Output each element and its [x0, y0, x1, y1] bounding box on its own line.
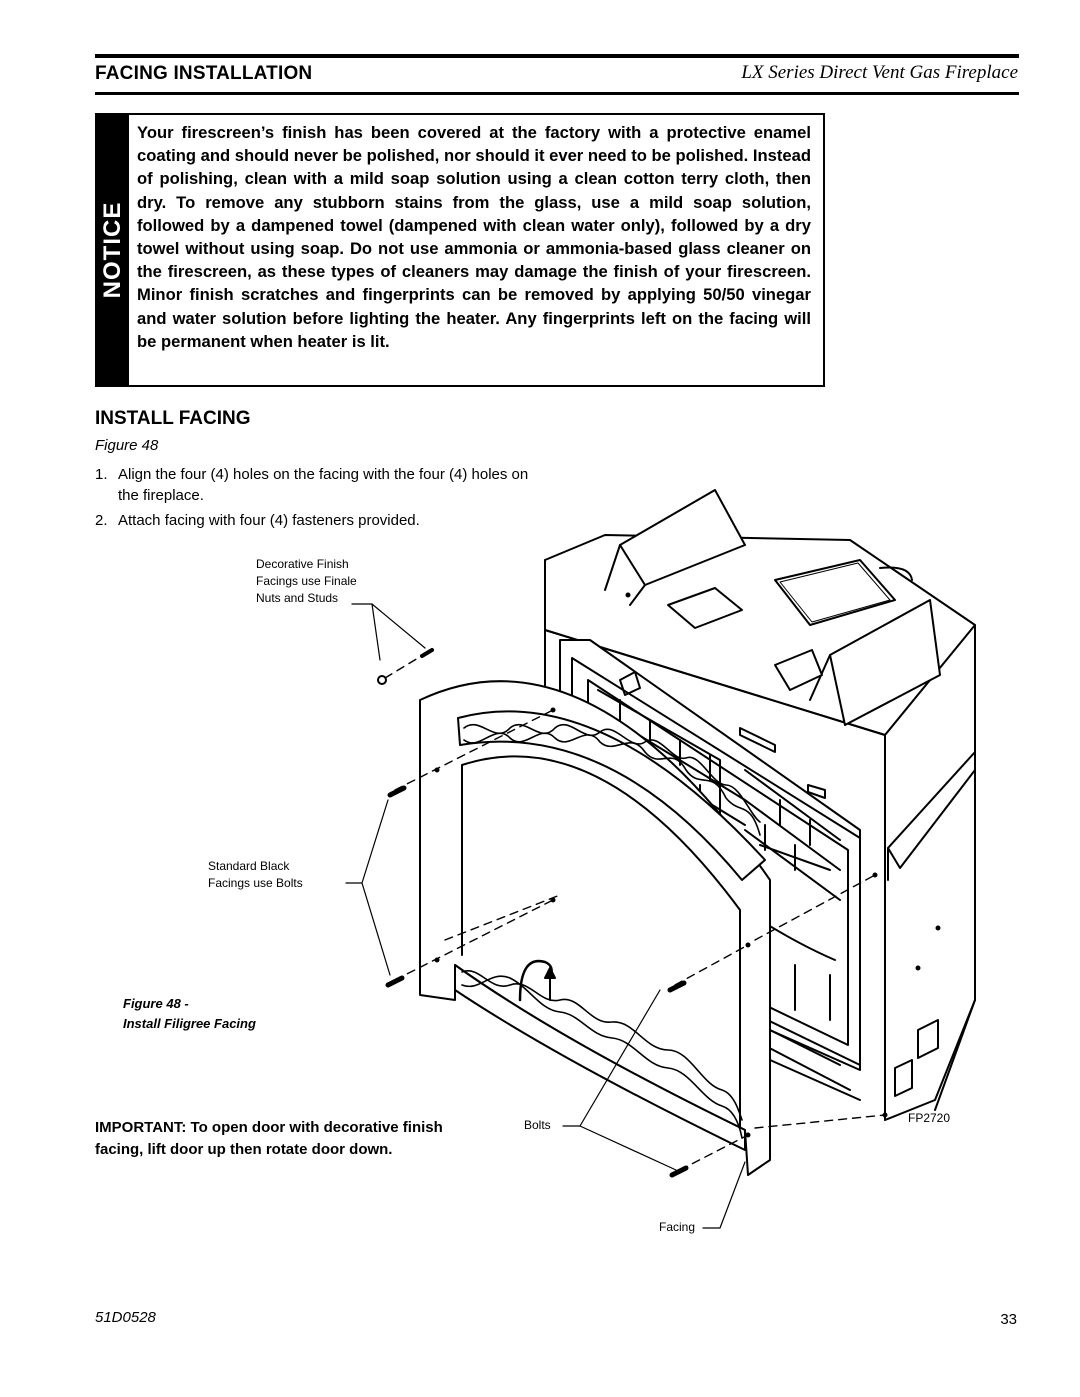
figure-caption-line: Install Filigree Facing	[123, 1016, 256, 1031]
callout-facing: Facing	[659, 1220, 696, 1234]
notice-label: NOTICE	[99, 201, 126, 299]
step-number: 1.	[95, 466, 108, 483]
callout-standard	[208, 858, 303, 892]
figure-caption-line: Figure 48 -	[123, 996, 189, 1011]
step-text: Attach facing with four (4) fasteners provided.	[118, 512, 420, 529]
callout-bolts: Bolts	[524, 1118, 551, 1132]
step-number: 2.	[95, 512, 108, 529]
callout-line: Facings use Bolts	[208, 876, 303, 890]
step-text: Align the four (4) holes on the facing with the four (4) holes on the fireplace.	[118, 466, 529, 504]
figure-caption	[123, 994, 256, 1034]
important-note: IMPORTANT: To open door with decorative finish facing, lift door up then rotate door down.	[95, 1119, 443, 1158]
product-title: LX Series Direct Vent Gas Fireplace	[741, 62, 1018, 83]
drawing-id: FP2720	[908, 1111, 951, 1125]
callout-line: Decorative Finish	[256, 557, 349, 571]
callout-decorative	[256, 556, 357, 607]
callout-line: Facings use Finale	[256, 574, 357, 588]
install-facing-heading: INSTALL FACING	[95, 408, 251, 429]
figure-reference: Figure 48	[95, 437, 159, 454]
callout-line: Nuts and Studs	[256, 591, 339, 605]
notice-text: Your firescreen’s finish has been covered at the factory with a protective enamel coating and should never be polished, nor should it ever need to be polished. Instead of polishing, clean with a mild soap solution using a clean cotton terry cloth, then dry. To remove any stubborn stains from the glass, use a mild soap solution, followed by a dampened towel (dampened with clean water only), followed by a dry towel without using soap. Do not use ammonia or ammonia-based glass cleaner on the firescreen, as these types of cleaners may damage the finish of your firescreen. Minor finish scratches and fingerprints can be removed by applying 50/50 vinegar and water solution before lighting the heater. Any fingerprints left on the facing will be permanent when heater is lit.	[137, 123, 811, 351]
callout-line: Standard Black	[208, 859, 290, 873]
section-title: FACING INSTALLATION	[95, 63, 313, 84]
document-number: 51D0528	[95, 1309, 156, 1326]
page-number: 33	[1000, 1311, 1017, 1328]
